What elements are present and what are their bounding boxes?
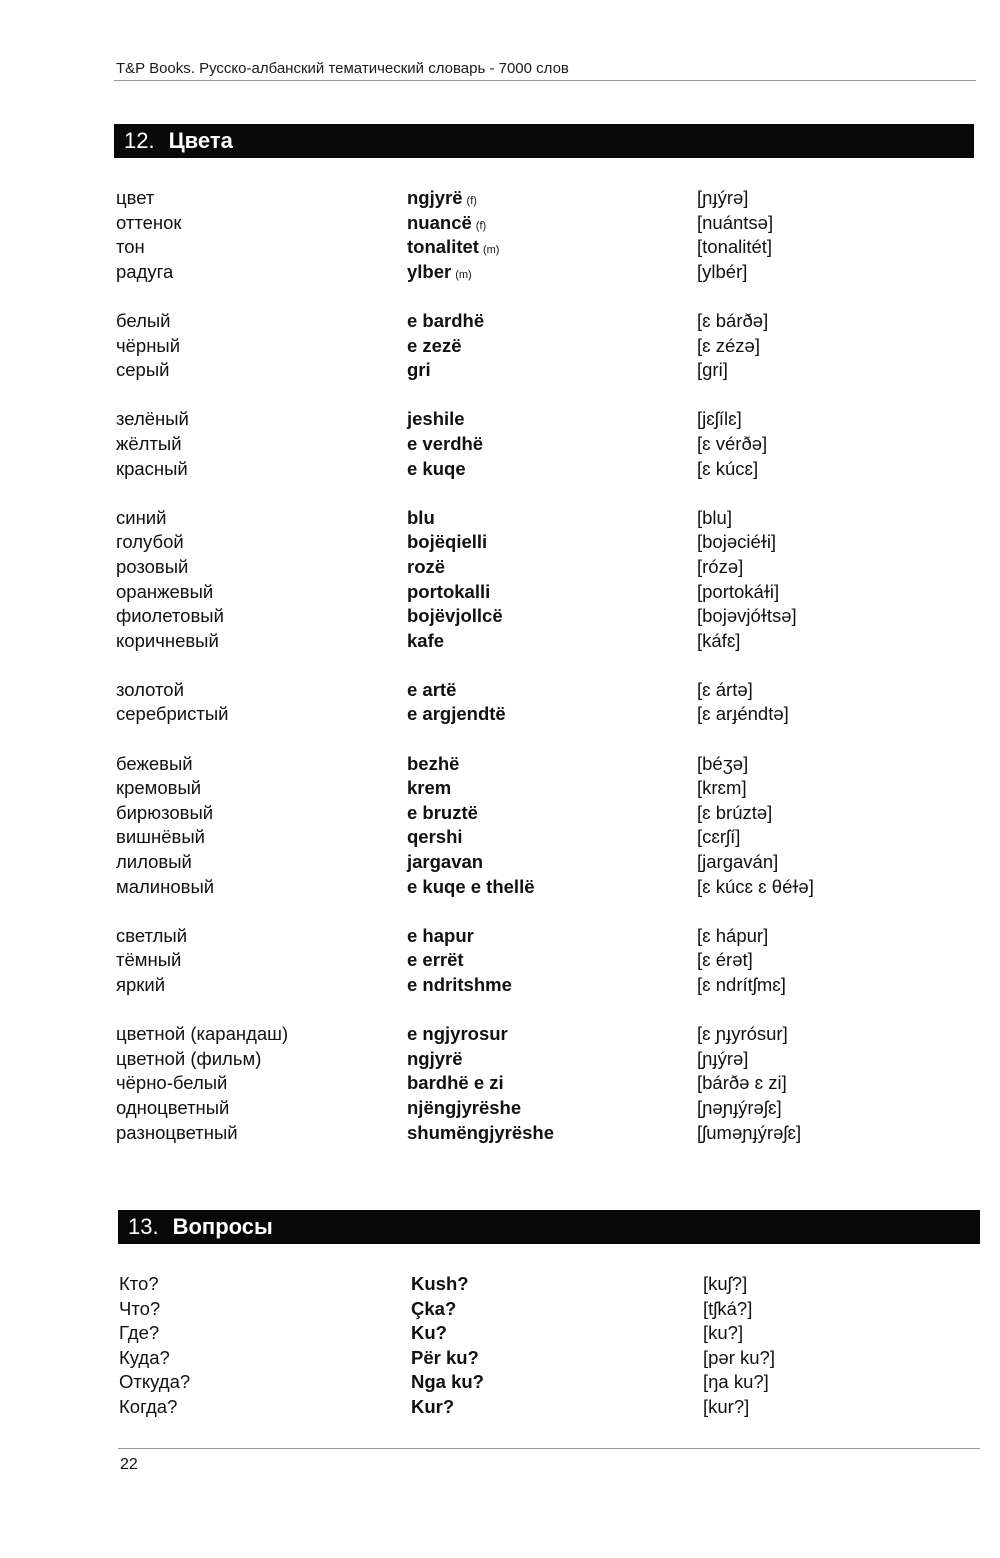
section-heading-questions: [118, 1210, 980, 1244]
russian-word: золотой: [116, 678, 184, 700]
albanian-word-cell: [411, 1272, 469, 1297]
entry-row: [0, 702, 1000, 727]
entry-row: [0, 555, 1000, 580]
transcription: [ʃuməɲɟýrəʃɛ]: [697, 1121, 802, 1143]
albanian-word: Kur?: [411, 1395, 455, 1417]
entry-row: [0, 678, 1000, 703]
section-entries-questions: [0, 1272, 1000, 1420]
transcription: [ɛ hápur]: [697, 924, 769, 946]
entry-row: [0, 358, 1000, 383]
russian-word: Откуда?: [119, 1371, 191, 1393]
entry-row: [0, 235, 1000, 260]
transcription: [ɛ ndrítʃmɛ]: [697, 974, 786, 995]
entry-row: [0, 752, 1000, 777]
transcription: [tʃká?]: [703, 1297, 753, 1319]
russian-word: коричневый: [116, 629, 219, 651]
entry-row: [0, 924, 1000, 949]
russian-word: серебристый: [116, 703, 229, 725]
albanian-word: e kuqe e thellë: [407, 875, 535, 897]
albanian-word: e verdhë: [407, 432, 484, 454]
albanian-word-cell: [411, 1321, 447, 1346]
transcription: [ylbér]: [697, 260, 748, 282]
russian-word: вишнёвый: [116, 826, 205, 848]
russian-word: серый: [116, 359, 170, 381]
albanian-word: bojëqielli: [407, 531, 488, 553]
entry-row: [0, 1022, 1000, 1047]
albanian-word: e bardhë: [407, 309, 485, 331]
entry-group: [0, 924, 1000, 998]
albanian-word-cell: [407, 506, 435, 531]
albanian-word-cell: [411, 1395, 454, 1420]
gender-marker: (f): [466, 195, 477, 207]
russian-word: чёрный: [116, 334, 181, 356]
albanian-word: gri: [407, 359, 431, 381]
albanian-word: e hapur: [407, 924, 474, 946]
albanian-word-cell: [407, 875, 535, 900]
albanian-word-cell: [407, 1071, 504, 1096]
albanian-word-cell: [407, 678, 456, 703]
albanian-word-cell: [407, 457, 466, 482]
transcription: [pər ku?]: [703, 1346, 775, 1368]
russian-word: лиловый: [116, 851, 192, 873]
albanian-word-cell: [407, 580, 490, 605]
transcription: [ɛ zézə]: [697, 334, 760, 356]
group-spacer: [0, 383, 1000, 408]
entry-group: [0, 309, 1000, 383]
albanian-word-cell: [407, 973, 512, 998]
albanian-word-cell: [407, 629, 444, 654]
albanian-word-cell: [407, 186, 477, 214]
russian-word: тон: [116, 236, 145, 258]
albanian-word: bardhë e zi: [407, 1072, 504, 1094]
running-header: T&P Books. Русско-албанский тематический словарь - 7000 слов: [116, 60, 569, 77]
entry-group: [0, 506, 1000, 654]
entry-row: [0, 580, 1000, 605]
albanian-word-cell: [411, 1370, 484, 1395]
albanian-word: e argjendtë: [407, 703, 506, 725]
albanian-word-cell: [407, 825, 463, 850]
russian-word: разноцветный: [116, 1121, 238, 1143]
entry-row: [0, 309, 1000, 334]
albanian-word-cell: [407, 850, 483, 875]
section-heading-colors: [114, 124, 974, 158]
albanian-word: qershi: [407, 826, 463, 848]
russian-word: цвет: [116, 187, 155, 208]
entry-row: [0, 1395, 1000, 1420]
albanian-word-cell: [407, 604, 503, 629]
albanian-word: bojëvjollcë: [407, 605, 503, 627]
entry-row: [0, 432, 1000, 457]
russian-word: бирюзовый: [116, 801, 214, 823]
section-title: Цвета: [168, 128, 233, 153]
albanian-word: Çka?: [411, 1297, 457, 1319]
russian-word: Где?: [119, 1322, 160, 1344]
transcription: [ŋa ku?]: [703, 1371, 769, 1393]
russian-word: фиолетовый: [116, 605, 224, 627]
transcription: [béʒə]: [697, 752, 749, 774]
albanian-word-cell: [407, 530, 487, 555]
albanian-word-cell: [407, 1022, 508, 1047]
entry-row: [0, 260, 1000, 285]
entry-row: [0, 1071, 1000, 1096]
entry-group: [0, 407, 1000, 481]
transcription: [ɲəɲɟýrəʃɛ]: [697, 1096, 782, 1118]
albanian-word: ylber: [407, 260, 452, 282]
russian-word: Когда?: [119, 1395, 178, 1417]
entry-row: [0, 1346, 1000, 1371]
albanian-word-cell: [407, 260, 472, 288]
albanian-word: Kush?: [411, 1273, 469, 1294]
section-title: Вопросы: [172, 1214, 273, 1239]
transcription: [jargaván]: [697, 851, 779, 873]
entry-row: [0, 1272, 1000, 1297]
entry-row: [0, 825, 1000, 850]
albanian-word: rozë: [407, 555, 446, 577]
entry-group: [0, 752, 1000, 900]
transcription: [rózə]: [697, 555, 744, 577]
russian-word: синий: [116, 506, 167, 528]
group-spacer: [0, 481, 1000, 506]
entry-row: [0, 1047, 1000, 1072]
entry-group: [0, 678, 1000, 727]
footer-divider: [118, 1448, 980, 1449]
albanian-word: bezhë: [407, 752, 460, 774]
albanian-word-cell: [411, 1297, 456, 1322]
albanian-word-cell: [407, 235, 499, 263]
albanian-word: e ndritshme: [407, 974, 512, 995]
albanian-word-cell: [407, 432, 483, 457]
russian-word: оттенок: [116, 211, 182, 233]
section-number: 12.: [124, 128, 155, 153]
section-number: 13.: [128, 1214, 159, 1239]
transcription: [ɛ kúcɛ]: [697, 457, 759, 479]
albanian-word: Për ku?: [411, 1346, 479, 1368]
transcription: [ɛ vérðə]: [697, 432, 768, 454]
russian-word: цветной (фильм): [116, 1047, 262, 1069]
russian-word: чёрно-белый: [116, 1072, 228, 1094]
page-number: 22: [120, 1456, 138, 1473]
albanian-word: e zezë: [407, 334, 462, 356]
russian-word: одноцветный: [116, 1096, 230, 1118]
entry-row: [0, 1121, 1000, 1146]
transcription: [ɛ brúztə]: [697, 801, 773, 823]
russian-word: радуга: [116, 260, 174, 282]
albanian-word-cell: [407, 702, 506, 727]
group-spacer: [0, 727, 1000, 752]
albanian-word-cell: [407, 211, 486, 239]
entry-row: [0, 530, 1000, 555]
albanian-word: shumëngjyrëshe: [407, 1121, 555, 1143]
header-divider: [114, 80, 976, 81]
albanian-word: tonalitet: [407, 236, 479, 258]
transcription: [kur?]: [703, 1395, 750, 1417]
entry-row: [0, 1096, 1000, 1121]
albanian-word: Ku?: [411, 1322, 447, 1344]
albanian-word: e artë: [407, 678, 457, 700]
albanian-word-cell: [407, 1096, 521, 1121]
transcription: [krɛm]: [697, 777, 747, 799]
russian-word: малиновый: [116, 875, 215, 897]
albanian-word-cell: [407, 752, 459, 777]
albanian-word-cell: [411, 1346, 479, 1371]
russian-word: оранжевый: [116, 580, 214, 602]
transcription: [ɛ érət]: [697, 949, 753, 971]
transcription: [cɛrʃí]: [697, 826, 741, 848]
gender-marker: (f): [475, 219, 487, 232]
entry-group: [0, 1272, 1000, 1420]
group-spacer: [0, 284, 1000, 309]
entry-row: [0, 604, 1000, 629]
transcription: [bojəvjóɫtsə]: [697, 605, 797, 627]
albanian-word-cell: [407, 801, 478, 826]
gender-marker: (m): [455, 268, 472, 281]
albanian-word: e bruztë: [407, 801, 478, 823]
albanian-word: njëngjyrëshe: [407, 1096, 522, 1118]
entry-row: [0, 1297, 1000, 1322]
transcription: [ɛ ártə]: [697, 678, 753, 700]
transcription: [ɛ bárðə]: [697, 309, 769, 331]
albanian-word-cell: [407, 309, 484, 334]
group-spacer: [0, 899, 1000, 924]
albanian-word-cell: [407, 924, 474, 949]
transcription: [bárðə ɛ zi]: [697, 1072, 787, 1094]
group-spacer: [0, 998, 1000, 1023]
entry-row: [0, 457, 1000, 482]
albanian-word-cell: [407, 358, 431, 383]
gender-marker: (m): [482, 244, 500, 257]
russian-word: бежевый: [116, 752, 193, 774]
albanian-word-cell: [407, 1047, 463, 1072]
transcription: [ku?]: [703, 1322, 744, 1344]
russian-word: кремовый: [116, 777, 202, 799]
albanian-word: e kuqe: [407, 457, 466, 479]
albanian-word-cell: [407, 555, 445, 580]
section-entries-colors: [0, 186, 1000, 1145]
albanian-word-cell: [407, 948, 464, 973]
entry-row: [0, 776, 1000, 801]
russian-word: тёмный: [116, 949, 182, 971]
entry-row: [0, 407, 1000, 432]
russian-word: голубой: [116, 531, 184, 553]
entry-row: [0, 334, 1000, 359]
entry-row: [0, 1370, 1000, 1395]
transcription: [nuántsə]: [697, 211, 774, 233]
transcription: [kuʃ?]: [703, 1273, 748, 1294]
russian-word: зелёный: [116, 408, 189, 430]
russian-word: Что?: [119, 1297, 161, 1319]
transcription: [ɛ arɟéndtə]: [697, 703, 789, 725]
transcription: [portokáɫi]: [697, 580, 780, 602]
albanian-word: ngjyrë: [407, 1047, 463, 1069]
albanian-word: e errët: [407, 949, 464, 971]
albanian-word: jeshile: [407, 408, 465, 430]
entry-row: [0, 506, 1000, 531]
transcription: [bojəciéɫi]: [697, 531, 777, 553]
transcription: [ɲɟýrə]: [697, 1047, 749, 1069]
russian-word: красный: [116, 457, 188, 479]
entry-row: [0, 948, 1000, 973]
entry-row: [0, 629, 1000, 654]
russian-word: Куда?: [119, 1346, 170, 1368]
albanian-word: Nga ku?: [411, 1371, 484, 1393]
transcription: [ɛ kúcɛ ɛ θéɫə]: [697, 875, 814, 897]
albanian-word-cell: [407, 776, 451, 801]
russian-word: светлый: [116, 924, 188, 946]
albanian-word: nuancë: [407, 211, 472, 233]
albanian-word: krem: [407, 777, 452, 799]
russian-word: яркий: [116, 974, 166, 995]
albanian-word-cell: [407, 1121, 554, 1146]
russian-word: розовый: [116, 555, 189, 577]
entry-row: [0, 211, 1000, 236]
transcription: [tonalitét]: [697, 236, 773, 258]
transcription: [gri]: [697, 359, 728, 381]
entry-row: [0, 1321, 1000, 1346]
russian-word: цветной (карандаш): [116, 1023, 289, 1045]
russian-word: белый: [116, 309, 171, 331]
transcription: [ɛ ɲɟyrósur]: [697, 1023, 788, 1045]
transcription: [blu]: [697, 506, 732, 528]
entry-row: [0, 850, 1000, 875]
transcription: [káfɛ]: [697, 629, 741, 651]
entry-row: [0, 801, 1000, 826]
albanian-word: ngjyrë: [407, 187, 463, 208]
entry-row: [0, 186, 1000, 211]
albanian-word-cell: [407, 334, 462, 359]
albanian-word-cell: [407, 407, 465, 432]
group-spacer: [0, 653, 1000, 678]
albanian-word: e ngjyrosur: [407, 1023, 508, 1045]
albanian-word: portokalli: [407, 580, 491, 602]
albanian-word: blu: [407, 506, 435, 528]
russian-word: жёлтый: [116, 432, 182, 454]
albanian-word: jargavan: [407, 851, 484, 873]
transcription: [jɛʃílɛ]: [697, 408, 742, 430]
transcription: [ɲɟýrə]: [697, 187, 749, 208]
entry-group: [0, 1022, 1000, 1145]
entry-row: [0, 973, 1000, 998]
albanian-word: kafe: [407, 629, 445, 651]
entry-group: [0, 186, 1000, 284]
russian-word: Кто?: [119, 1273, 159, 1294]
entry-row: [0, 875, 1000, 900]
